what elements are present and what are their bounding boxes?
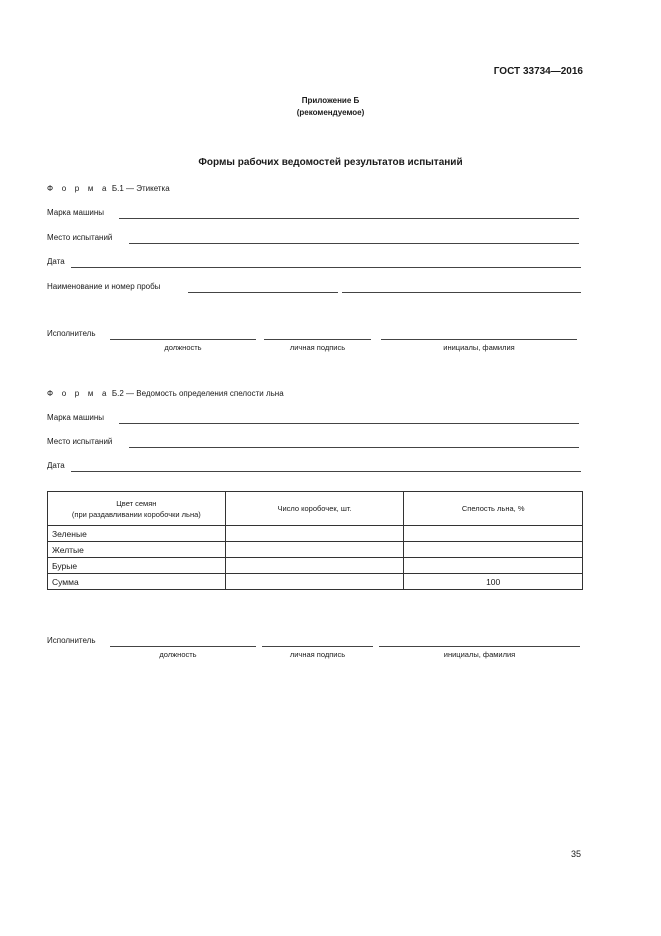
form2-caption-text: Б.2 — Ведомость определения спелости льна (111, 389, 284, 398)
form2-place-field[interactable] (129, 447, 579, 448)
header-seed-color-line1: Цвет семян (116, 498, 157, 508)
page-number: 35 (570, 849, 581, 859)
table-row-sum (48, 574, 583, 590)
form1-initials-caption: инициалы, фамилия (443, 343, 515, 352)
form1-date-label: Дата (47, 257, 65, 266)
form1-position-caption: должность (164, 343, 202, 352)
table-row (48, 542, 583, 558)
row-count-cell[interactable] (225, 542, 404, 558)
form2-spaced-label: Ф о р м а (47, 389, 110, 398)
row-ripeness-cell: 100 (404, 574, 583, 590)
section-title: Формы рабочих ведомостей результатов испытаний (198, 157, 463, 168)
row-ripeness-cell[interactable] (404, 558, 583, 574)
form1-place-field[interactable] (129, 243, 579, 244)
header-seed-color-line2: (при раздавливании коробочки льна) (71, 509, 201, 519)
form2-machine-field[interactable] (119, 423, 579, 424)
form2-machine-label: Марка машины (47, 413, 105, 422)
form1-place-label: Место испытаний (47, 233, 113, 242)
header-boll-count: Число коробочек, шт. (225, 492, 404, 526)
table-row (48, 526, 583, 542)
form1-caption (47, 184, 170, 193)
form1-date-field[interactable] (71, 267, 581, 268)
appendix-title: Приложение Б (301, 96, 360, 105)
form1-sample-number-field[interactable] (342, 292, 581, 293)
row-color-cell: Желтые (48, 542, 226, 558)
header-ripeness: Спелость льна, % (404, 492, 583, 526)
form2-executor-label: Исполнитель (47, 636, 96, 645)
row-count-cell[interactable] (225, 526, 404, 542)
form1-signature-field[interactable] (264, 339, 371, 340)
form1-sample-name-field[interactable] (188, 292, 338, 293)
row-count-cell[interactable] (225, 558, 404, 574)
form2-place-label: Место испытаний (47, 437, 113, 446)
form1-machine-field[interactable] (119, 218, 579, 219)
standard-number: ГОСТ 33734—2016 (493, 66, 583, 77)
appendix-subtitle: (рекомендуемое) (296, 108, 365, 117)
form2-position-caption: должность (159, 650, 197, 659)
table-header-row (48, 492, 583, 526)
row-ripeness-cell[interactable] (404, 526, 583, 542)
form2-date-field[interactable] (71, 471, 581, 472)
row-color-cell: Сумма (48, 574, 226, 590)
form1-position-field[interactable] (110, 339, 256, 340)
form2-signature-field[interactable] (262, 646, 373, 647)
row-ripeness-cell[interactable] (404, 542, 583, 558)
row-color-cell: Бурые (48, 558, 226, 574)
form1-sample-label: Наименование и номер пробы (47, 282, 161, 291)
row-color-cell: Зеленые (48, 526, 226, 542)
ripeness-table (47, 491, 583, 590)
form1-executor-label: Исполнитель (47, 329, 96, 338)
form2-signature-caption: личная подпись (289, 650, 346, 659)
form2-position-field[interactable] (110, 646, 256, 647)
form2-initials-field[interactable] (379, 646, 580, 647)
form1-machine-label: Марка машины (47, 208, 105, 217)
form1-spaced-label: Ф о р м а (47, 184, 110, 193)
header-seed-color (48, 492, 226, 526)
table-row (48, 558, 583, 574)
form1-initials-field[interactable] (381, 339, 577, 340)
row-count-cell[interactable] (225, 574, 404, 590)
form2-date-label: Дата (47, 461, 65, 470)
form2-initials-caption: инициалы, фамилия (443, 650, 516, 659)
form1-caption-text: Б.1 — Этикетка (111, 184, 170, 193)
form2-caption (47, 389, 284, 398)
form1-signature-caption: личная подпись (289, 343, 346, 352)
